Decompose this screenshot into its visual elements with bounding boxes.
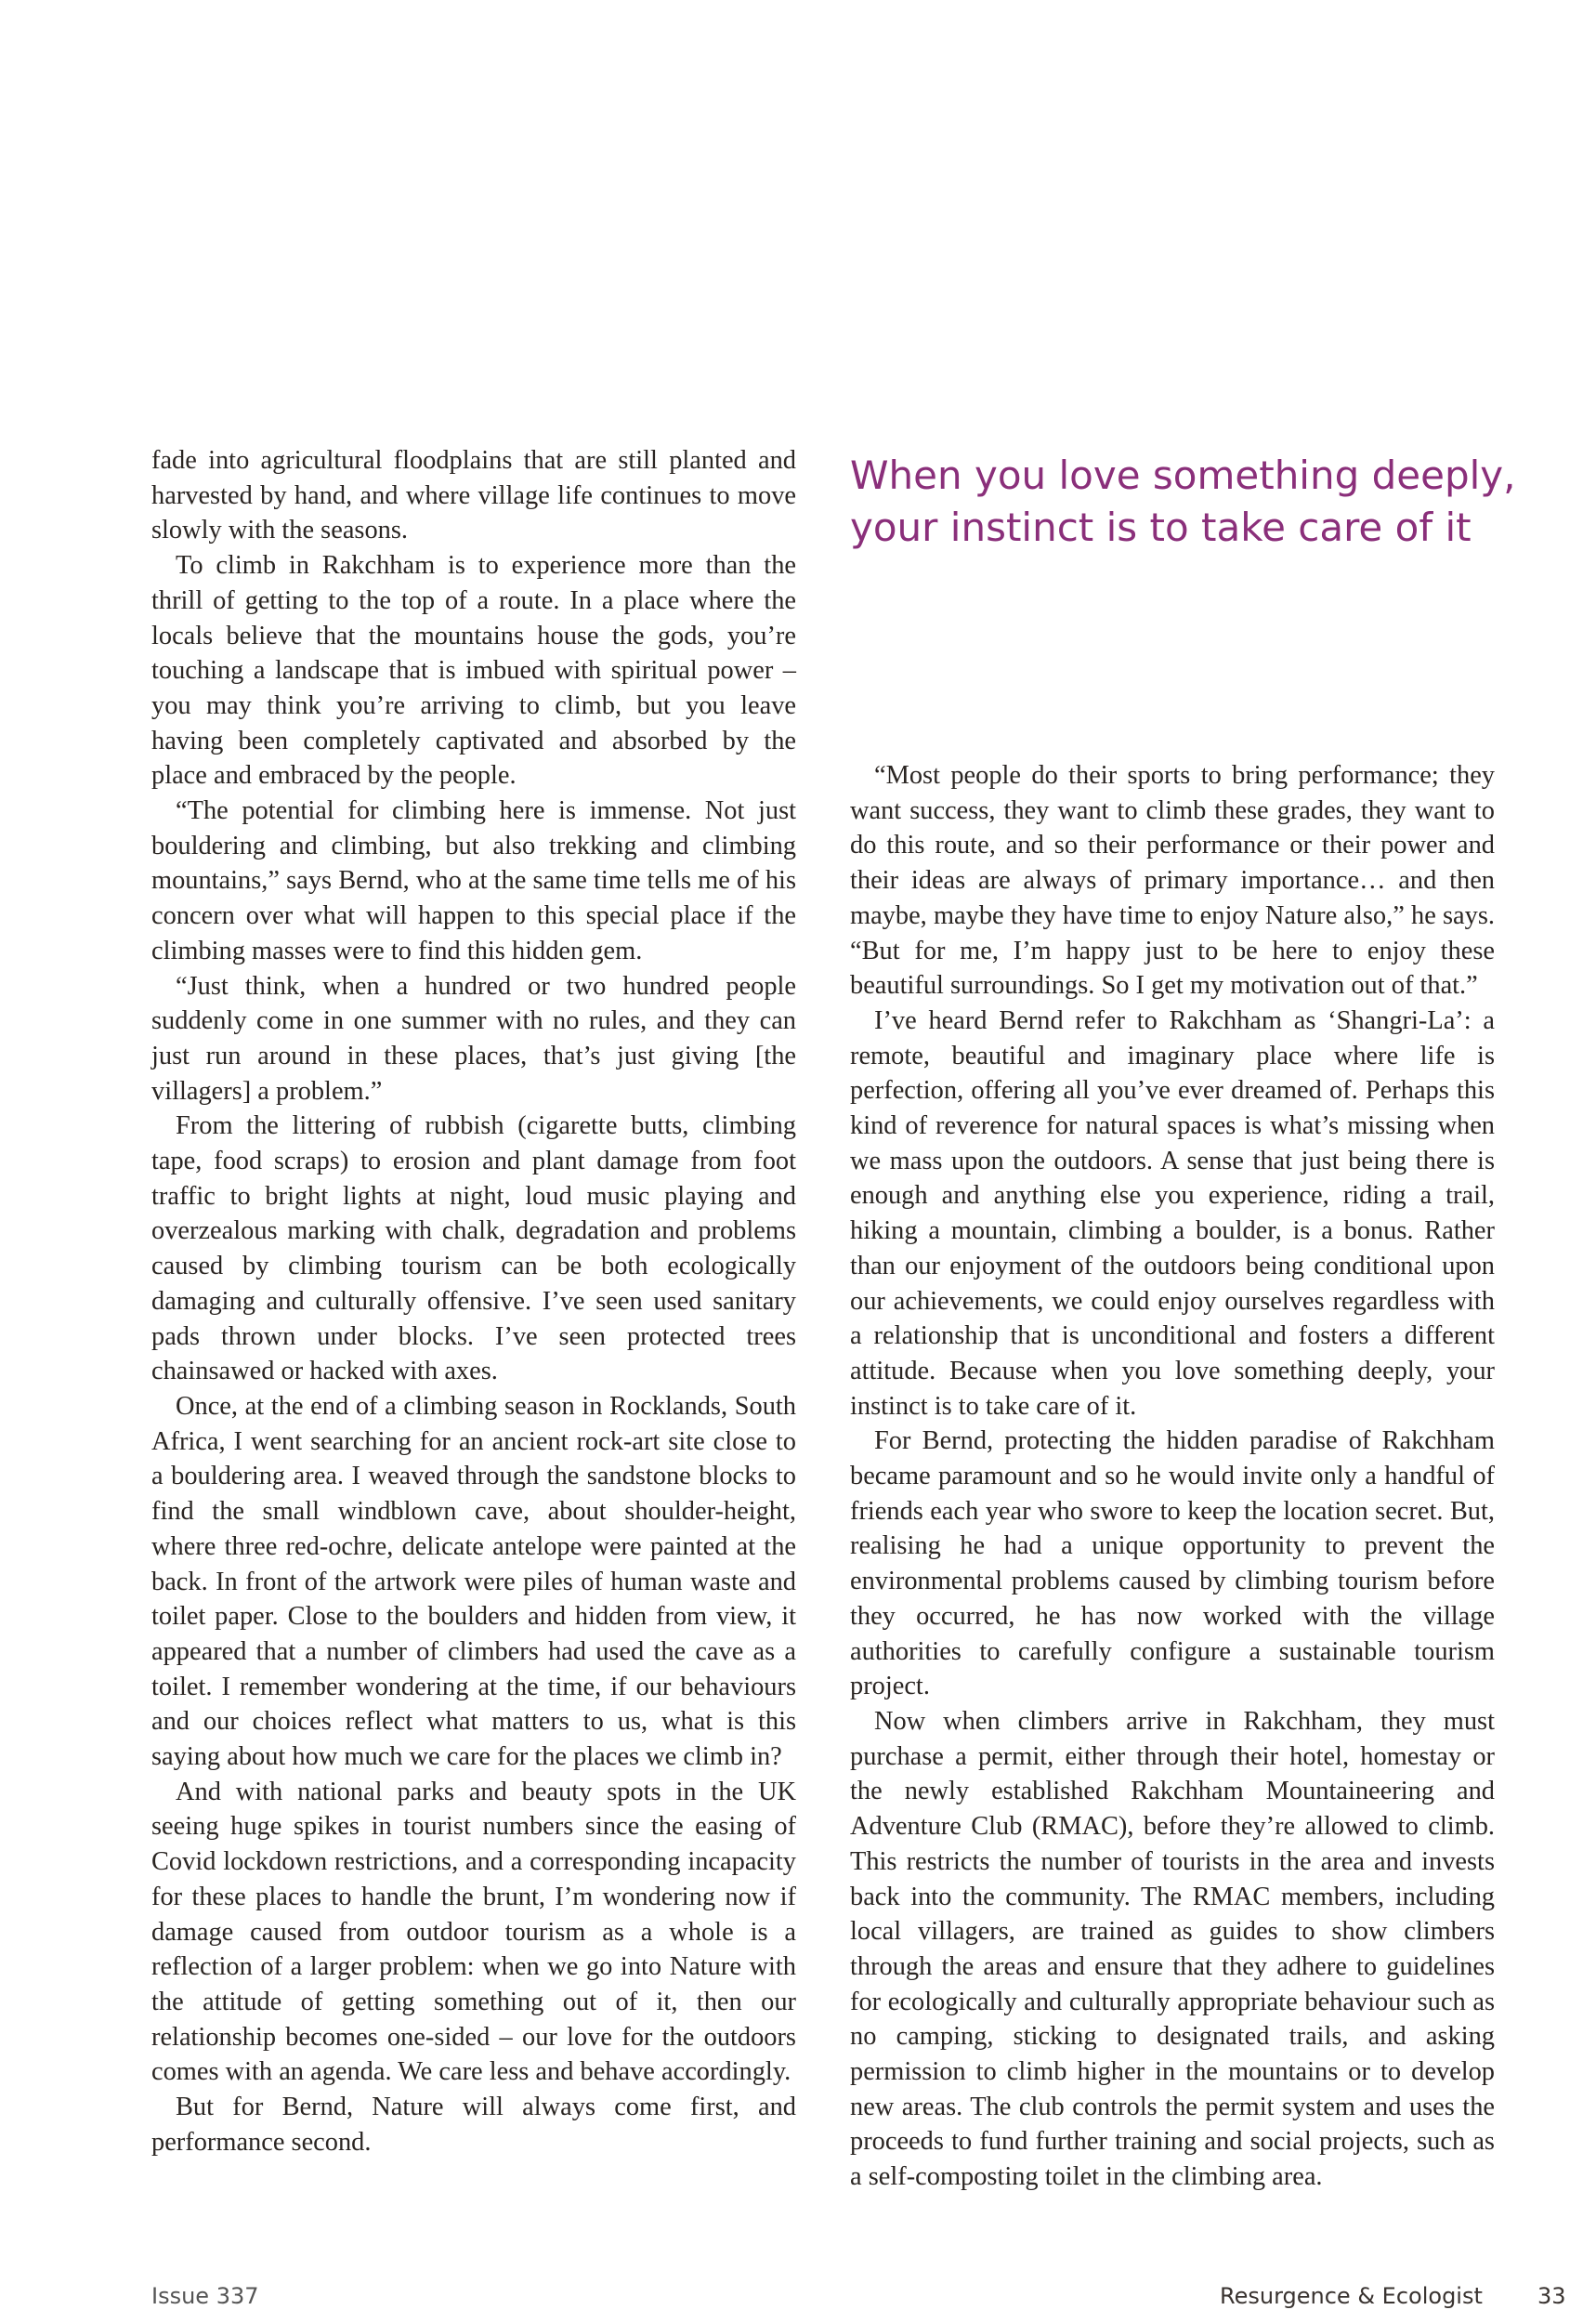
pull-quote: When you love something deeply, your instinct is to take care of it: [850, 453, 1516, 550]
left-text-column: [151, 443, 796, 2159]
paragraph: For Bernd, protecting the hidden paradise of Rakchham became paramount and so he would invite only a handful of friends each year who swore to keep the location secret. But, realising he had a unique opportunity to prevent the environmental problems caused by climbing tourism before they occurred, he has now worked with the village authorities to carefully configure a sustainable tourism project.: [850, 1426, 1495, 1701]
paragraph: “The potential for climbing here is immense. Not just bouldering and climbing, but also trekking and climbing mountains,” says Bernd, who at the same time tells me of his concern over what will happen to this special place if the climbing masses were to find this hidden gem.: [151, 796, 796, 965]
paragraph: From the littering of rubbish (cigarette butts, climbing tape, food scraps) to erosion and plant damage from foot traffic to bright lights at night, loud music playing and overzealous marking with chalk, degradation and problems caused by climbing tourism can be both ecologically damaging and culturally offensive. I’ve seen used sanitary pads thrown under blocks. I’ve seen protected trees chainsawed or hacked with axes.: [151, 1111, 796, 1386]
footer-magazine-title: Resurgence & Ecologist: [1220, 2283, 1483, 2309]
paragraph: And with national parks and beauty spots in the UK seeing huge spikes in tourist numbers since the easing of Covid lockdown restrictions, and a corresponding incapacity for these places to handle the brunt, I’m wondering now if damage caused from outdoor tourism as a whole is a reflection of a larger problem: when we go into Nature with the attitude of getting something out of it, then our relationship becomes one-sided – our love for the outdoors comes with an agenda. We care less and behave accordingly.: [151, 1777, 796, 2087]
paragraph: “Most people do their sports to bring performance; they want success, they want to climb these grades, they want to do this route, and so their performance or their power and their ideas are always of primary importance… and then maybe, maybe they have time to enjoy Nature also,” he says. “But for me, I’m happy just to be here to enjoy these beautiful surroundings. So I get my motivation out of that.”: [850, 761, 1495, 1001]
footer-page-number: 33: [1537, 2283, 1566, 2309]
footer-issue-number: Issue 337: [151, 2283, 259, 2309]
paragraph: Once, at the end of a climbing season in Rocklands, South Africa, I went searching for an ancient rock-art site close to a bouldering area. I weaved through the sandstone blocks to find the small windblown cave, about shoulder-height, where three red-ochre, delicate antelope were painted at the back. In front of the artwork were piles of human waste and toilet paper. Close to the boulders and hidden from view, it appeared that a number of climbers had used the cave as a toilet. I remember wondering at the time, if our behaviours and our choices reflect what matters to us, what is this saying about how much we care for the places we climb in?: [151, 1391, 796, 1772]
paragraph: But for Bernd, Nature will always come first, and performance second.: [151, 2093, 796, 2157]
right-text-column: [850, 758, 1495, 2195]
paragraph: fade into agricultural floodplains that are still planted and harvested by hand, and where village life continues to move slowly with the seasons.: [151, 446, 796, 545]
paragraph: “Just think, when a hundred or two hundred people suddenly come in one summer with no rules, and they can just run around in these places, that’s just giving [the villagers] a problem.”: [151, 971, 796, 1106]
paragraph: I’ve heard Bernd refer to Rakchham as ‘Shangri-La’: a remote, beautiful and imaginary place where life is perfection, offering all you’ve ever dreamed of. Perhaps this kind of reverence for natural spaces is what’s missing when we mass upon the outdoors. A sense that just being there is enough and anything else you experience, riding a trail, hiking a mountain, climbing a boulder, is a bonus. Rather than our enjoyment of the outdoors being conditional upon our achievements, we could enjoy ourselves regardless with a relationship that is unconditional and fosters a different attitude. Because when you love something deeply, your instinct is to take care of it.: [850, 1005, 1495, 1421]
paragraph: To climb in Rakchham is to experience more than the thrill of getting to the top of a route. In a place where the locals believe that the mountains house the gods, you’re touching a landscape that is imbued with spiritual power – you may think you’re arriving to climb, but you leave having been completely captivated and absorbed by the place and embraced by the people.: [151, 551, 796, 791]
paragraph: Now when climbers arrive in Rakchham, they must purchase a permit, either through their hotel, homestay or the newly established Rakchham Mountaineering and Adventure Club (RMAC), before they’re allowed to climb. This restricts the number of tourists in the area and invests back into the community. The RMAC members, including local villagers, are trained as guides to show climbers through the areas and ensure that they adhere to guidelines for ecologically and culturally appropriate behaviour such as no camping, sticking to designated trails, and asking permission to climb higher in the mountains or to develop new areas. The club controls the permit system and uses the proceeds to fund further training and social projects, such as a self-composting toilet in the climbing area.: [850, 1706, 1495, 2192]
